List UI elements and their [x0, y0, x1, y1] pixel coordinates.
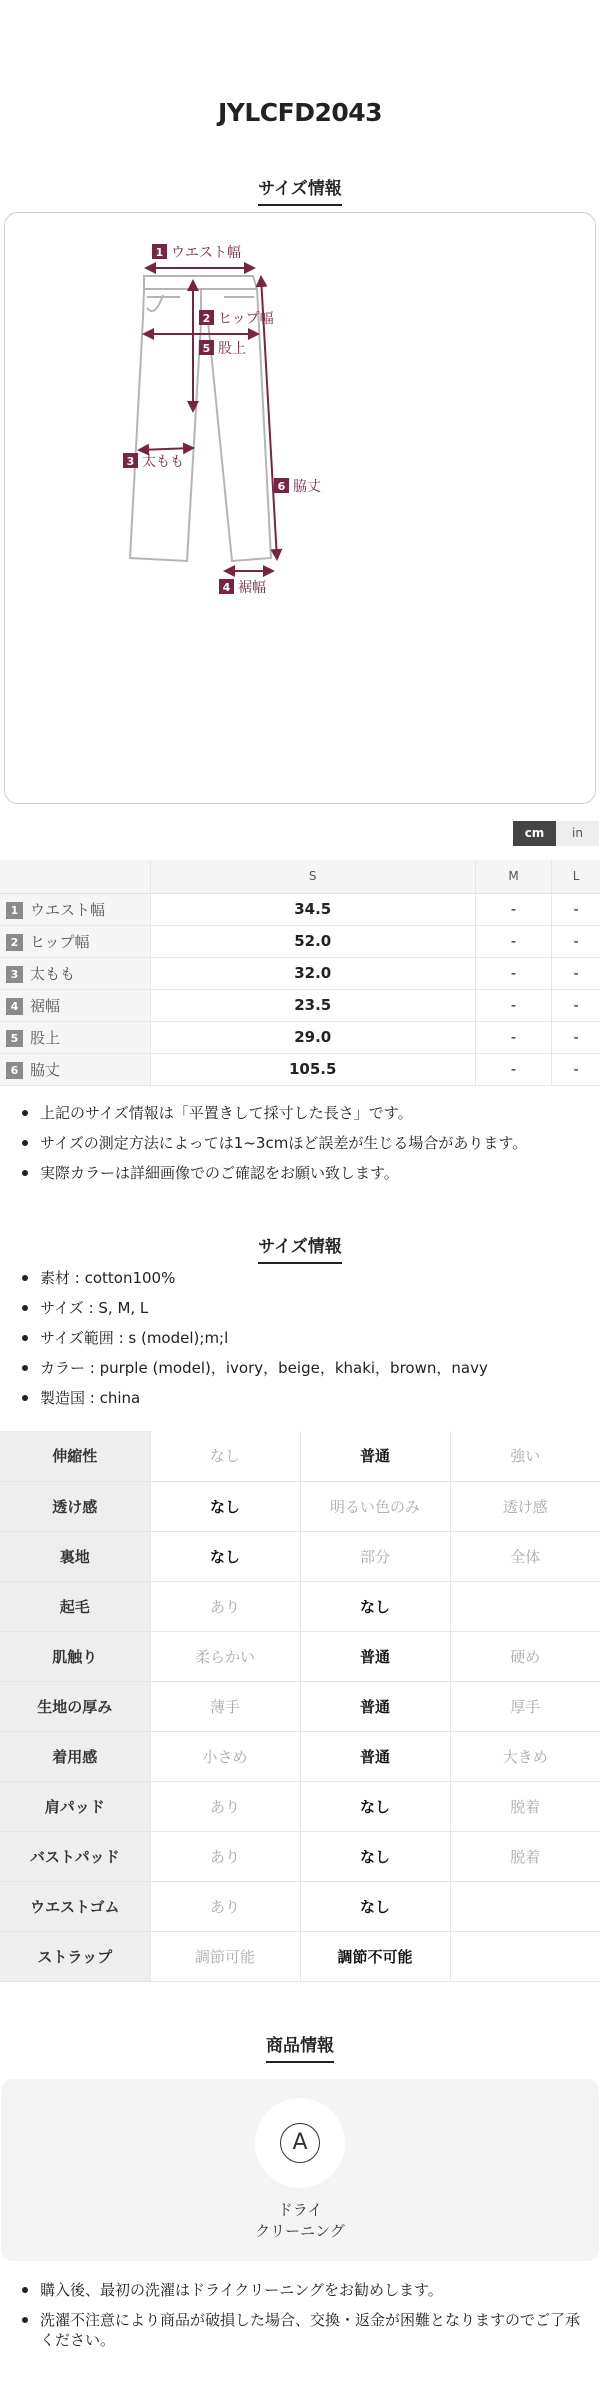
spec-section-title: サイズ情報: [0, 1232, 600, 1264]
grade-option: 部分: [300, 1531, 450, 1581]
cell-l: -: [552, 957, 600, 989]
grade-option: 調節可能: [150, 1931, 300, 1981]
product-section-title: 商品情報: [0, 2031, 600, 2063]
pants-diagram-svg: [5, 213, 597, 805]
row-label: 5 股上: [0, 1021, 150, 1053]
grade-option: なし: [150, 1431, 300, 1481]
cell-l: -: [552, 989, 600, 1021]
grade-option: 調節不可能: [300, 1931, 450, 1981]
spec-list: [22, 1268, 582, 1418]
svg-text:ウエスト幅: ウエスト幅: [171, 245, 241, 261]
table-row: [0, 1531, 600, 1581]
cell-l: -: [552, 925, 600, 957]
table-row: [0, 1431, 600, 1481]
grade-label: 肩パッド: [0, 1781, 150, 1831]
grade-option: なし: [300, 1831, 450, 1881]
cell-s: 34.5: [150, 893, 475, 925]
cell-m: -: [475, 925, 551, 957]
table-row: [0, 893, 600, 925]
svg-text:5: 5: [202, 342, 211, 355]
table-row: [0, 1831, 600, 1881]
svg-text:脇丈: 脇丈: [293, 479, 321, 495]
grade-option: 大きめ: [450, 1731, 600, 1781]
cell-s: 29.0: [150, 1021, 475, 1053]
list-item: 購入後、最初の洗濯はドライクリーニングをお勧めします。: [22, 2280, 582, 2300]
list-item: サイズ範囲 : s (model);m;l: [22, 1328, 582, 1348]
dry-clean-icon: A: [280, 2123, 320, 2163]
unit-toggle: [513, 821, 599, 846]
table-row: [0, 989, 600, 1021]
diagram-label-waist: [152, 244, 241, 261]
svg-text:股上: 股上: [218, 341, 246, 357]
size-header-s: S: [150, 860, 475, 893]
unit-in-button[interactable]: in: [556, 821, 599, 846]
grade-option: 普通: [300, 1681, 450, 1731]
grade-label: 生地の厚み: [0, 1681, 150, 1731]
diagram-label-hip: [199, 310, 274, 327]
svg-text:ヒップ幅: ヒップ幅: [218, 311, 274, 327]
list-item: 素材 : cotton100%: [22, 1268, 582, 1288]
care-circle: [255, 2098, 345, 2188]
diagram-label-thigh: [123, 453, 184, 470]
care-box: [1, 2079, 599, 2261]
grade-label: 透け感: [0, 1481, 150, 1531]
table-row: [0, 1631, 600, 1681]
grade-option: [450, 1931, 600, 1981]
diagram-label-hem: [219, 579, 266, 596]
grade-option: 明るい色のみ: [300, 1481, 450, 1531]
size-header-m: M: [475, 860, 551, 893]
grade-option: 脱着: [450, 1831, 600, 1881]
grade-option: あり: [150, 1881, 300, 1931]
table-row: [0, 1931, 600, 1981]
svg-text:4: 4: [222, 581, 231, 594]
list-item: 上記のサイズ情報は「平置きして採寸した長さ」です。: [22, 1103, 582, 1123]
row-label: 6 脇丈: [0, 1053, 150, 1085]
grade-label: ウエストゴム: [0, 1881, 150, 1931]
grade-option: [450, 1881, 600, 1931]
table-row: [0, 1731, 600, 1781]
grade-option: 硬め: [450, 1631, 600, 1681]
table-row: [0, 925, 600, 957]
product-code: JYLCFD2043: [217, 98, 383, 127]
grade-option: 強い: [450, 1431, 600, 1481]
grade-option: あり: [150, 1581, 300, 1631]
svg-text:3: 3: [126, 455, 135, 468]
table-row: [0, 1481, 600, 1531]
cell-m: -: [475, 957, 551, 989]
size-table-header: [0, 860, 600, 893]
table-row: [0, 1781, 600, 1831]
size-section-title: サイズ情報: [0, 174, 600, 206]
cell-s: 52.0: [150, 925, 475, 957]
svg-text:1: 1: [155, 246, 164, 259]
table-row: [0, 957, 600, 989]
grade-option: なし: [300, 1781, 450, 1831]
grade-option: 全体: [450, 1531, 600, 1581]
care-notes: [22, 2280, 582, 2360]
grade-label: 伸縮性: [0, 1431, 150, 1481]
cell-l: -: [552, 1021, 600, 1053]
list-item: 製造国 : china: [22, 1388, 582, 1408]
row-label: 1 ウエスト幅: [0, 893, 150, 925]
cell-m: -: [475, 893, 551, 925]
cell-s: 23.5: [150, 989, 475, 1021]
svg-text:2: 2: [202, 312, 211, 325]
care-label: ドライ クリーニング: [255, 2201, 345, 2240]
grade-option: 柔らかい: [150, 1631, 300, 1681]
list-item: カラー : purple (model)，ivory，beige，khaki，brown，navy: [22, 1358, 582, 1378]
cell-m: -: [475, 989, 551, 1021]
diagram-label-rise: [199, 340, 246, 357]
size-notes: [22, 1103, 582, 1193]
grade-option: 透け感: [450, 1481, 600, 1531]
size-header-l: L: [552, 860, 600, 893]
size-diagram: [4, 212, 596, 804]
cell-l: -: [552, 893, 600, 925]
grade-label: 裏地: [0, 1531, 150, 1581]
list-item: サイズの測定方法によっては1~3cmほど誤差が生じる場合があります。: [22, 1133, 582, 1153]
unit-cm-button[interactable]: cm: [513, 821, 556, 846]
grade-option: なし: [300, 1581, 450, 1631]
svg-text:太もも: 太もも: [142, 454, 184, 470]
grade-label: バストパッド: [0, 1831, 150, 1881]
cell-s: 105.5: [150, 1053, 475, 1085]
grade-option: なし: [150, 1481, 300, 1531]
grade-option: 普通: [300, 1631, 450, 1681]
grade-label: 肌触り: [0, 1631, 150, 1681]
grade-option: なし: [300, 1881, 450, 1931]
table-row: [0, 1021, 600, 1053]
list-item: 実際カラーは詳細画像でのご確認をお願い致します。: [22, 1163, 582, 1183]
fabric-grade-table: [0, 1431, 600, 1982]
grade-option: 薄手: [150, 1681, 300, 1731]
grade-option: なし: [150, 1531, 300, 1581]
grade-label: 着用感: [0, 1731, 150, 1781]
grade-option: 厚手: [450, 1681, 600, 1731]
grade-option: 普通: [300, 1731, 450, 1781]
grade-option: あり: [150, 1831, 300, 1881]
list-item: 洗濯不注意により商品が破損した場合、交換・返金が困難となりますのでご了承ください。: [22, 2310, 582, 2350]
grade-option: 小さめ: [150, 1731, 300, 1781]
row-label: 3 太もも: [0, 957, 150, 989]
size-header-blank: [0, 860, 150, 893]
cell-l: -: [552, 1053, 600, 1085]
row-label: 2 ヒップ幅: [0, 925, 150, 957]
grade-option: 普通: [300, 1431, 450, 1481]
table-row: [0, 1053, 600, 1085]
cell-s: 32.0: [150, 957, 475, 989]
grade-option: [450, 1581, 600, 1631]
grade-option: 脱着: [450, 1781, 600, 1831]
svg-text:裾幅: 裾幅: [238, 580, 266, 596]
table-row: [0, 1881, 600, 1931]
table-row: [0, 1581, 600, 1631]
grade-label: 起毛: [0, 1581, 150, 1631]
cell-m: -: [475, 1021, 551, 1053]
size-table: [0, 860, 600, 1086]
table-row: [0, 1681, 600, 1731]
cell-m: -: [475, 1053, 551, 1085]
svg-text:6: 6: [277, 480, 286, 493]
row-label: 4 裾幅: [0, 989, 150, 1021]
grade-label: ストラップ: [0, 1931, 150, 1981]
grade-option: あり: [150, 1781, 300, 1831]
diagram-label-side-length: [274, 478, 321, 495]
list-item: サイズ : S, M, L: [22, 1298, 582, 1318]
